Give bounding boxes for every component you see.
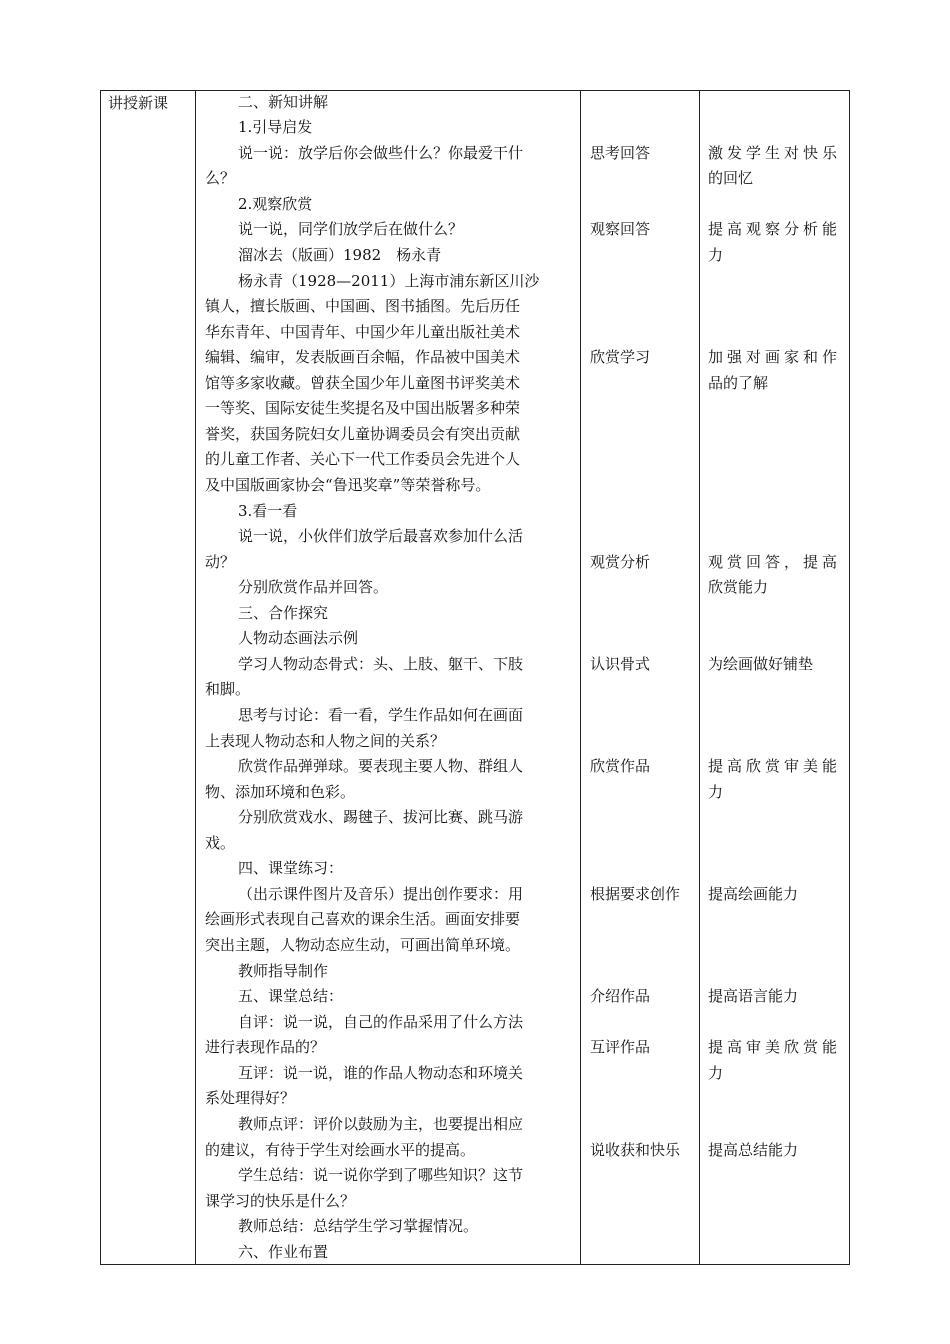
student-activity: 欣赏学习 — [590, 348, 651, 366]
content-line: 教师点评：评价以鼓励为主，也要提出相应 — [238, 1115, 524, 1133]
design-intent: 的回忆 — [708, 169, 754, 187]
design-intent: 提高语言能力 — [708, 987, 799, 1005]
content-line: 说一说：放学后你会做些什么？你最爱干什 — [238, 144, 524, 162]
content-line: 说一说，小伙伴们放学后最喜欢参加什么活 — [238, 527, 524, 545]
content-line: 思考与讨论：看一看，学生作品如何在画面 — [238, 706, 524, 724]
content-line: 六、作业布置 — [238, 1243, 329, 1261]
content-line: 3.看一看 — [238, 502, 298, 520]
content-line: （出示课件图片及音乐）提出创作要求：用 — [238, 885, 524, 903]
content-line: 杨永青（1928—2011）上海市浦东新区川沙 — [238, 272, 540, 290]
content-line: 戏。 — [205, 834, 236, 852]
content-line: 课学习的快乐是什么？ — [205, 1192, 356, 1210]
student-activity: 观赏分析 — [590, 553, 651, 571]
content-line: 和脚。 — [205, 680, 251, 698]
design-intent: 提高审美欣赏能 — [708, 1038, 842, 1056]
design-intent: 力 — [708, 783, 724, 801]
content-line: 学生总结：说一说你学到了哪些知识？这节 — [238, 1166, 524, 1184]
content-line: 分别欣赏作品并回答。 — [238, 578, 389, 596]
design-intent: 力 — [708, 1064, 724, 1082]
content-line: 突出主题，人物动态应生动，可画出简单环境。 — [205, 936, 521, 954]
student-activity: 根据要求创作 — [590, 885, 681, 903]
content-line: 及中国版画家协会“鲁迅奖章”等荣誉称号。 — [205, 476, 491, 494]
student-activity: 介绍作品 — [590, 987, 651, 1005]
design-intent: 加强对画家和作 — [708, 348, 842, 366]
column-divider — [580, 90, 581, 1265]
design-intent: 欣赏能力 — [708, 578, 769, 596]
section-label: 讲授新课 — [108, 94, 169, 112]
student-activity: 互评作品 — [590, 1038, 651, 1056]
content-line: 溜冰去（版画）1982 杨永青 — [238, 246, 442, 264]
content-line: 华东青年、中国青年、中国少年儿童出版社美术 — [205, 323, 521, 341]
design-intent: 激发学生对快乐 — [708, 144, 842, 162]
content-line: 四、课堂练习： — [238, 859, 344, 877]
content-line: 说一说，同学们放学后在做什么？ — [238, 220, 464, 238]
column-divider — [699, 90, 700, 1265]
content-line: 互评：说一说，谁的作品人物动态和环境关 — [238, 1064, 524, 1082]
content-line: 1.引导启发 — [238, 118, 313, 136]
content-line: 的儿童工作者、关心下一代工作委员会先进个人 — [205, 450, 521, 468]
content-line: 自评：说一说，自己的作品采用了什么方法 — [238, 1013, 524, 1031]
content-line: 学习人物动态骨式：头、上肢、躯干、下肢 — [238, 655, 524, 673]
design-intent: 提高绘画能力 — [708, 885, 799, 903]
student-activity: 观察回答 — [590, 220, 651, 238]
design-intent: 力 — [708, 246, 724, 264]
content-line: 动？ — [205, 553, 236, 571]
content-line: 2.观察欣赏 — [238, 195, 313, 213]
content-line: 誉奖，获国务院妇女儿童协调委员会有突出贡献 — [205, 425, 521, 443]
design-intent: 提高总结能力 — [708, 1141, 799, 1159]
content-line: 进行表现作品的？ — [205, 1038, 326, 1056]
content-line: 教师总结：总结学生学习掌握情况。 — [238, 1217, 479, 1235]
content-line: 上表现人物动态和人物之间的关系？ — [205, 732, 446, 750]
content-line: 分别欣赏戏水、踢毽子、拔河比赛、跳马游 — [238, 808, 524, 826]
content-line: 系处理得好？ — [205, 1089, 296, 1107]
content-line: 人物动态画法示例 — [238, 629, 359, 647]
content-line: 三、合作探究 — [238, 604, 329, 622]
content-line: 么？ — [205, 169, 236, 187]
student-activity: 认识骨式 — [590, 655, 651, 673]
design-intent: 观赏回答，提高 — [708, 553, 842, 571]
design-intent: 提高欣赏审美能 — [708, 757, 842, 775]
content-line: 的建议，有待于学生对绘画水平的提高。 — [205, 1141, 476, 1159]
content-line: 物、添加环境和色彩。 — [205, 783, 356, 801]
content-line: 欣赏作品弹弹球。要表现主要人物、群组人 — [238, 757, 524, 775]
content-line: 二、新知讲解 — [238, 93, 329, 111]
design-intent: 为绘画做好铺垫 — [708, 655, 814, 673]
student-activity: 思考回答 — [590, 144, 651, 162]
content-line: 馆等多家收藏。曾获全国少年儿童图书评奖美术 — [205, 374, 521, 392]
content-line: 编辑、编审，发表版画百余幅，作品被中国美术 — [205, 348, 521, 366]
student-activity: 说收获和快乐 — [590, 1141, 681, 1159]
content-line: 五、课堂总结： — [238, 987, 344, 1005]
content-line: 镇人，擅长版画、中国画、图书插图。先后历任 — [205, 297, 521, 315]
content-line: 一等奖、国际安徒生奖提名及中国出版署多种荣 — [205, 399, 521, 417]
column-divider — [195, 90, 196, 1265]
student-activity: 欣赏作品 — [590, 757, 651, 775]
content-line: 教师指导制作 — [238, 962, 329, 980]
content-line: 绘画形式表现自己喜欢的课余生活。画面安排要 — [205, 910, 521, 928]
design-intent: 提高观察分析能 — [708, 220, 842, 238]
design-intent: 品的了解 — [708, 374, 769, 392]
